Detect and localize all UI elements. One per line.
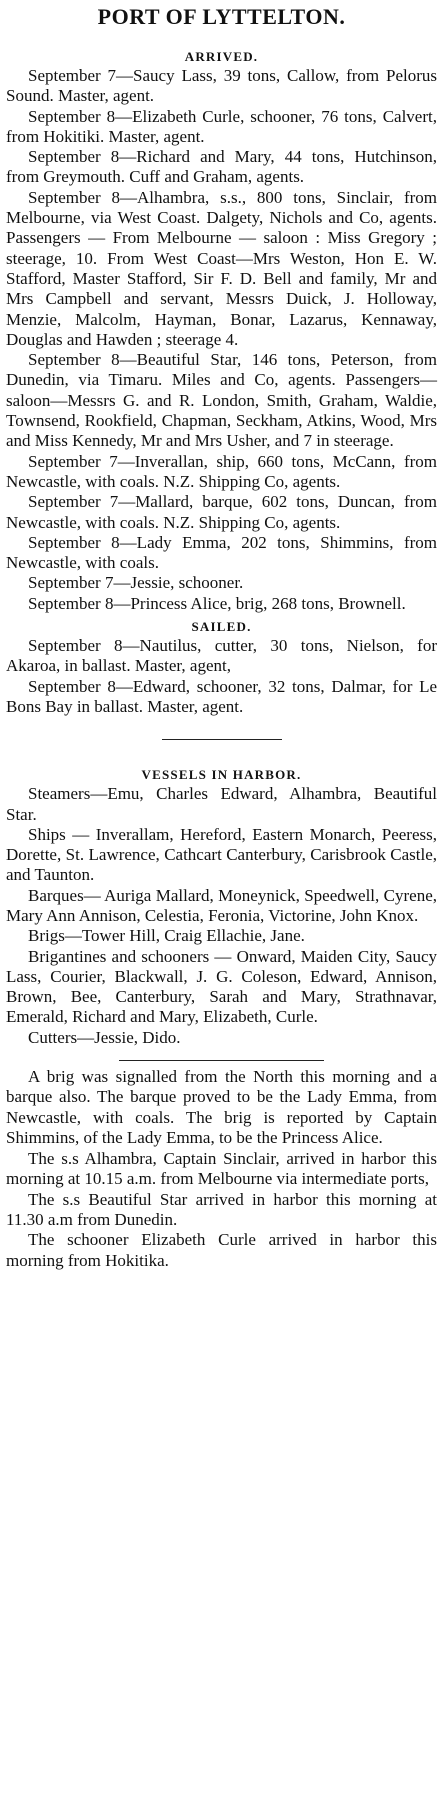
arrived-heading: ARRIVED. <box>184 49 259 64</box>
section-divider <box>119 1060 324 1061</box>
vessels-entry: Steamers—Emu, Charles Edward, Alhambra, Beautiful Star. <box>6 784 437 824</box>
arrived-entry: September 8—Richard and Mary, 44 tons, Hutchinson, from Greymouth. Cuff and Graham, agents. <box>6 147 437 187</box>
vessels-entry: Barques— Auriga Mallard, Moneynick, Speedwell, Cyrene, Mary Ann Annison, Celestia, Feronia, Victorine, John Knox. <box>6 885 437 925</box>
section-divider <box>162 739 282 740</box>
vessels-entry: Brigs—Tower Hill, Craig Ellachie, Jane. <box>28 926 305 946</box>
sailed-section <box>6 618 437 717</box>
arrived-entry: September 8—Princess Alice, brig, 268 tons, Brownell. <box>28 593 406 613</box>
arrived-entry: September 7—Inverallan, ship, 660 tons, McCann, from Newcastle, with coals. N.Z. Shipping Co, agents. <box>6 451 437 491</box>
vessels-entry: Ships — Inverallam, Hereford, Eastern Monarch, Peeress, Dorette, St. Lawrence, Cathcart Canterbury, Carisbrook Castle, and Taunton. <box>6 824 437 885</box>
sailed-entry: September 8—Nautilus, cutter, 30 tons, Nielson, for Akaroa, in ballast. Master, agent, <box>6 636 437 676</box>
sailed-entry: September 8—Edward, schooner, 32 tons, Dalmar, for Le Bons Bay in ballast. Master, agent. <box>6 676 437 716</box>
news-paragraph: The schooner Elizabeth Curle arrived in harbor this morning from Hokitika. <box>6 1230 437 1270</box>
masthead-title: PORT OF LYTTELTON. <box>97 4 346 29</box>
arrived-entry: September 8—Lady Emma, 202 tons, Shimmins, from Newcastle, with coals. <box>6 532 437 573</box>
news-section <box>6 1067 437 1271</box>
news-paragraph: The s.s Beautiful Star arrived in harbor this morning at 11.30 a.m from Dunedin. <box>6 1189 437 1229</box>
vessels-heading: VESSELS IN HARBOR. <box>141 767 302 783</box>
arrived-entry: September 7—Jessie, schooner. <box>28 573 244 593</box>
arrived-entry: September 8—Beautiful Star, 146 tons, Peterson, from Dunedin, via Timaru. Miles and Co, agents. Passengers—saloon—Messrs G. and R. London, Smith, Graham, Waldie, Townsend, Rookfield, Chapman, Seckham, Atkins, Wood, Mrs and Miss Kennedy, Mr and Mrs Usher, and 7 in steerage. <box>6 350 437 451</box>
sailed-heading: SAILED. <box>191 619 252 635</box>
arrived-section <box>6 48 437 614</box>
vessels-entry: Cutters—Jessie, Dido. <box>28 1027 181 1047</box>
arrived-entry: September 7—Mallard, barque, 602 tons, Duncan, from Newcastle, with coals. N.Z. Shipping Co, agents. <box>6 492 437 532</box>
arrived-entry: September 8—Elizabeth Curle, schooner, 76 tons, Calvert, from Hokitiki. Master, agent. <box>6 106 437 146</box>
vessels-section <box>6 766 437 1048</box>
vessels-entry: Brigantines and schooners — Onward, Maiden City, Saucy Lass, Courier, Blackwall, J. G. Coleson, Edward, Annison, Brown, Bee, Canterbury, Sarah and Mary, Strathnavar, Emerald, Richard and Mary, Elizabeth, Curle. <box>6 946 437 1027</box>
arrived-entry: September 8—Alhambra, s.s., 800 tons, Sinclair, from Melbourne, via West Coast. Dalgety, Nichols and Co, agents. Passengers — From Melbourne — saloon : Miss Gregory ; steerage, 10. From West Coast—Mrs Weston, Hon E. W. Stafford, Master Stafford, Sir F. D. Bell and family, Mr and Mrs Campbell and servant, Messrs Duick, J. Holloway, Menzie, Malcolm, Hayman, Bonar, Lazarus, Kennaway, Douglas and Hawden ; steerage 4. <box>6 187 437 349</box>
news-paragraph: The s.s Alhambra, Captain Sinclair, arrived in harbor this morning at 10.15 a.m. from Melbourne via intermediate ports, <box>6 1148 437 1189</box>
arrived-entry: September 7—Saucy Lass, 39 tons, Callow, from Pelorus Sound. Master, agent. <box>6 66 437 106</box>
news-paragraph: A brig was signalled from the North this morning and a barque also. The barque proved to be the Lady Emma, from Newcastle, with coals. The brig is reported by Captain Shimmins, of the Lady Emma, to be the Princess Alice. <box>6 1067 437 1148</box>
